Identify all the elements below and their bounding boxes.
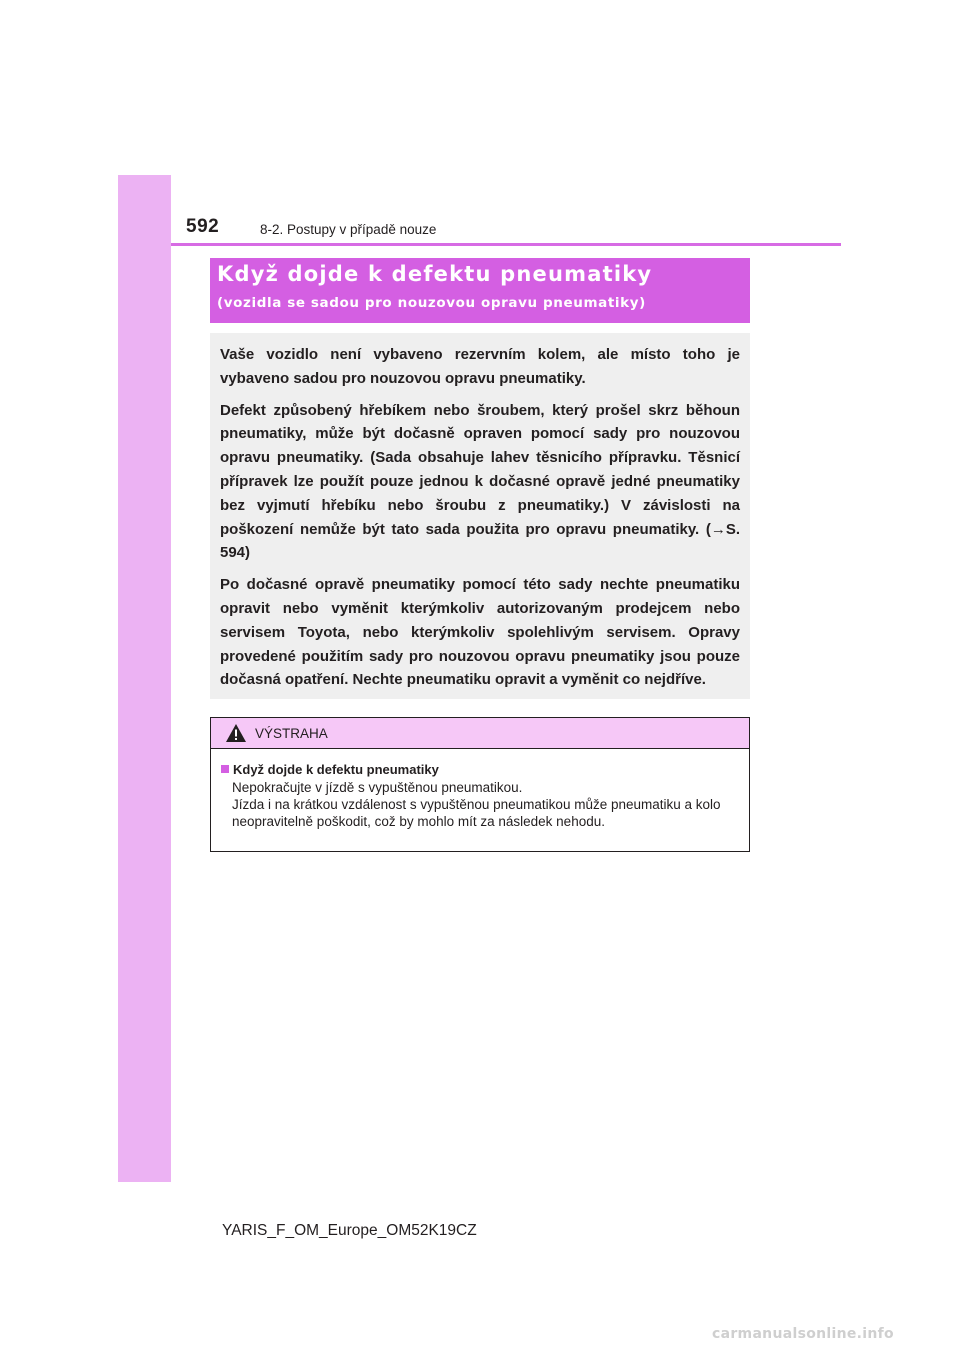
- header-divider: [171, 243, 841, 246]
- page-subtitle: (vozidla se sadou pro nouzovou opravu pneumatiky): [217, 295, 646, 311]
- warning-heading: [221, 761, 739, 779]
- chapter-side-tab: [118, 175, 171, 1182]
- warning-triangle-icon: [225, 723, 247, 748]
- warning-text-line: Jízda i na krátkou vzdálenost s vypuštěnou pneumatikou může pneumatiku a kolo neopravitelně poškodit, což by mohlo mít za následek nehodu.: [232, 797, 721, 829]
- intro-paragraph: Vaše vozidlo není vybaveno rezervním kolem, ale místo toho je vybaveno sadou pro nouzovou opravu pneumatiky.: [220, 346, 740, 387]
- warning-label: VÝSTRAHA: [255, 726, 328, 741]
- square-bullet-icon: [221, 765, 229, 773]
- page-title: Když dojde k defektu pneumatiky: [217, 262, 653, 286]
- document-code: YARIS_F_OM_Europe_OM52K19CZ: [222, 1222, 477, 1239]
- intro-paragraph: Defekt způsobený hřebíkem nebo šroubem, který prošel skrz běhoun pneumatiky, může být dočasně opraven pomocí sady pro nouzovou opravu pneumatiky. (Sada obsahuje lahev těsnicího přípravku. Těsnicí přípravek lze použít pouze jednou k dočasné opravě jedné pneumatiky bez vyjmutí hřebíku nebo šroubu z pneumatiky.) V závislosti na poškození nemůže být tato sada použita pro opravu pneumatiky. (→S. 594): [220, 401, 740, 562]
- intro-box: [210, 333, 750, 699]
- page-number: 592: [186, 216, 220, 237]
- warning-heading-text: Když dojde k defektu pneumatiky: [233, 762, 439, 777]
- warning-text-line: Nepokračujte v jízdě s vypuštěnou pneumatikou.: [232, 780, 523, 795]
- watermark: carmanualsonline.info: [712, 1326, 894, 1342]
- section-title: 8-2. Postupy v případě nouze: [260, 222, 437, 237]
- intro-paragraph: Po dočasné opravě pneumatiky pomocí této sady nechte pneumatiku opravit nebo vyměnit kterýmkoliv autorizovaným prodejcem nebo servisem Toyota, nebo kterýmkoliv spolehlivým servisem. Opravy provedené použitím sady pro nouzovou opravu pneumatiky jsou pouze dočasná opatření. Nechte pneumatiku opravit a vyměnit co nejdříve.: [220, 576, 740, 689]
- title-banner: [210, 258, 750, 323]
- warning-box: [210, 717, 750, 852]
- warning-body: [211, 749, 749, 830]
- warning-header: [211, 718, 749, 749]
